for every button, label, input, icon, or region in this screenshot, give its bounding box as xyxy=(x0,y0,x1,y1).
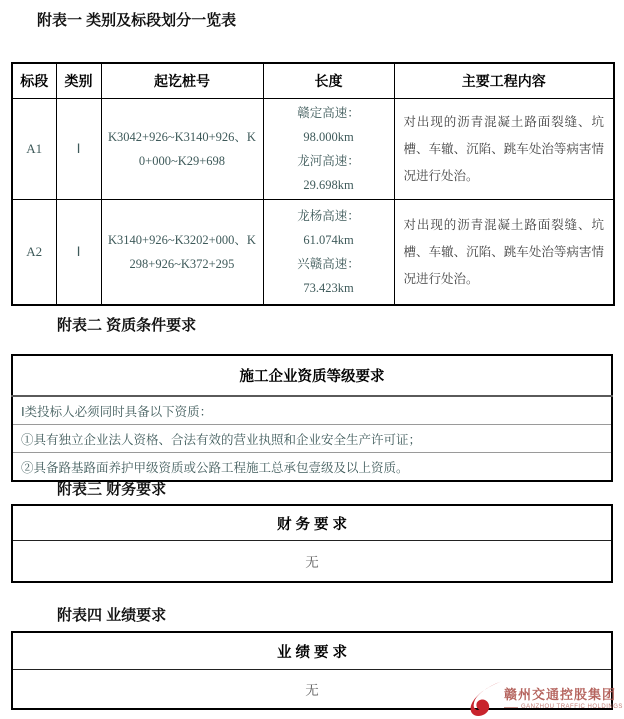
table-row-a2 xyxy=(12,200,614,306)
table-header-row xyxy=(12,632,612,670)
annex4-title: 附表四 业绩要求 xyxy=(57,607,167,624)
financial-requirement-value: 无 xyxy=(305,555,319,570)
logo-chinese-name: 赣州交通控股集团 xyxy=(504,687,617,702)
table-row xyxy=(12,425,612,453)
table-header-row xyxy=(12,63,614,99)
category-cell: Ⅰ xyxy=(56,99,101,200)
performance-requirement-value: 无 xyxy=(305,683,319,698)
col-header-length: 长度 xyxy=(263,63,394,99)
table-header-row xyxy=(12,505,612,541)
performance-table-header: 业 绩 要 求 xyxy=(12,632,612,670)
length-line: 61.074km xyxy=(303,233,354,247)
qualification-requirements-table xyxy=(11,354,613,482)
logo-english-name-row xyxy=(504,704,624,710)
qualification-table-header: 施工企业资质等级要求 xyxy=(12,355,612,396)
category-cell: Ⅰ xyxy=(56,200,101,306)
qualification-line: Ⅰ类投标人必须同时具备以下资质： xyxy=(12,396,612,425)
length-line: 龙杨高速： xyxy=(297,209,360,223)
bid-cell: A2 xyxy=(12,200,56,306)
length-line: 98.000km xyxy=(303,130,354,144)
qualification-line: ①具有独立企业法人资格、合法有效的营业执照和企业安全生产许可证； xyxy=(12,425,612,453)
logo-english-name: GANZHOU TRAFFIC HOLDINGS xyxy=(521,704,623,710)
length-cell xyxy=(263,99,394,200)
table-row-a1 xyxy=(12,99,614,200)
financial-requirements-table xyxy=(11,504,613,583)
table-row xyxy=(12,453,612,482)
annex3-title: 附表三 财务要求 xyxy=(57,481,167,498)
ganzhou-traffic-holdings-logo xyxy=(469,680,623,718)
length-line: 兴赣高速： xyxy=(297,257,360,271)
length-line: 29.698km xyxy=(303,178,354,192)
length-cell xyxy=(263,200,394,306)
bid-section-division-table xyxy=(11,62,615,306)
table-header-row xyxy=(12,355,612,396)
length-line: 赣定高速： xyxy=(297,106,360,120)
works-cell: 对出现的沥青混凝土路面裂缝、坑槽、车辙、沉陷、跳车处治等病害情况进行处治。 xyxy=(394,200,614,306)
col-header-works: 主要工程内容 xyxy=(394,63,614,99)
logo-dash-left xyxy=(504,707,518,708)
financial-table-header: 财 务 要 求 xyxy=(12,505,612,541)
col-header-stakes: 起讫桩号 xyxy=(101,63,263,99)
logo-text-block xyxy=(504,688,624,710)
stakes-cell: K3042+926~K3140+926、K0+000~K29+698 xyxy=(101,99,263,200)
stakes-cell: K3140+926~K3202+000、K298+926~K372+295 xyxy=(101,200,263,306)
table-row xyxy=(12,396,612,425)
bid-cell: A1 xyxy=(12,99,56,200)
annex1-title: 附表一 类别及标段划分一览表 xyxy=(37,12,237,29)
qualification-line: ②具备路基路面养护甲级资质或公路工程施工总承包壹级及以上资质。 xyxy=(21,460,409,475)
col-header-category: 类别 xyxy=(56,63,101,99)
col-header-bid: 标段 xyxy=(12,63,56,99)
logo-swoosh-icon xyxy=(469,681,502,717)
length-line: 龙河高速： xyxy=(297,154,360,168)
works-cell: 对出现的沥青混凝土路面裂缝、坑槽、车辙、沉陷、跳车处治等病害情况进行处治。 xyxy=(394,99,614,200)
length-line: 73.423km xyxy=(303,281,354,295)
table-row xyxy=(12,541,612,583)
annex2-title: 附表二 资质条件要求 xyxy=(57,317,197,334)
